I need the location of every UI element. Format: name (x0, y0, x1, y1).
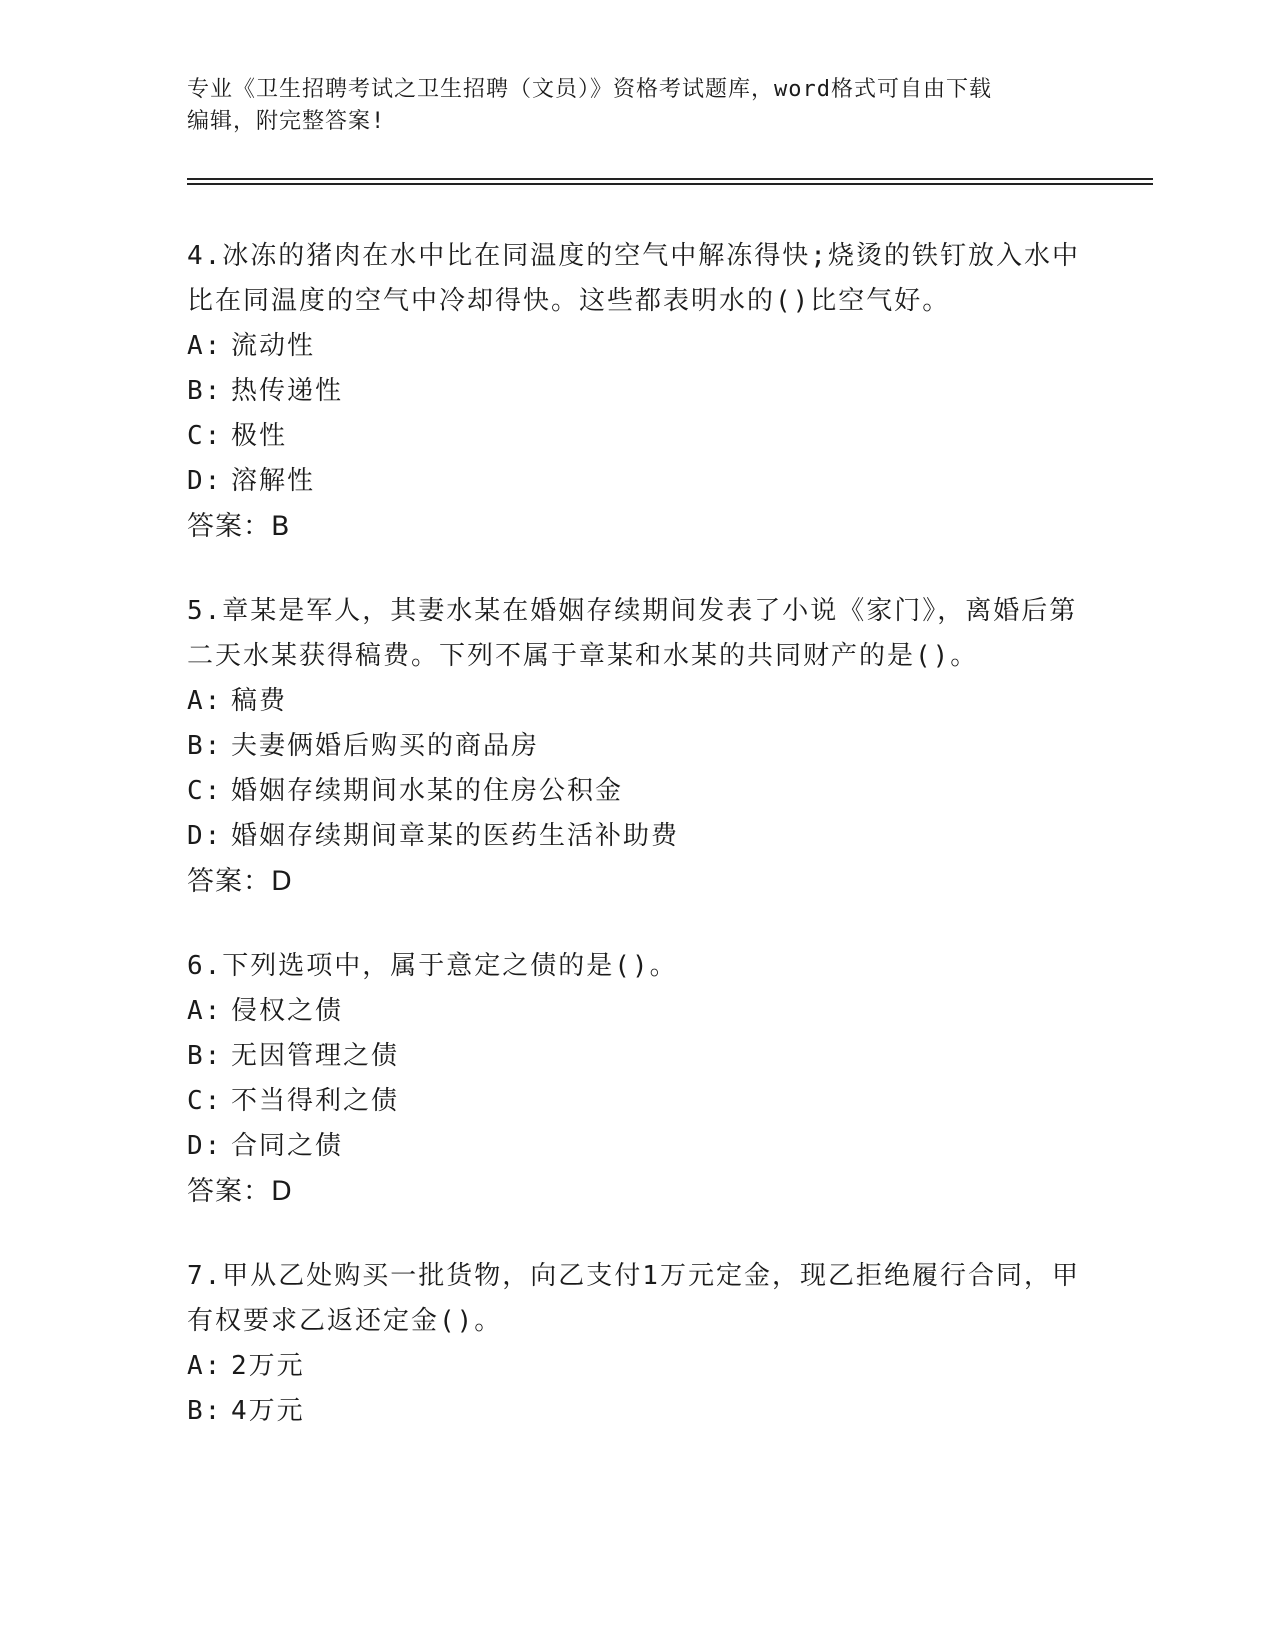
answer-line: 答案：D (187, 866, 293, 897)
option-c (187, 769, 1087, 814)
question-text: 5.章某是军人，其妻水某在婚姻存续期间发表了小说《家门》，离婚后第二天水某获得稿费。下列不属于章某和水某的共同财产的是()。 (187, 596, 1078, 671)
option-text: 不当得利之债 (231, 1086, 400, 1116)
document-header (187, 74, 1087, 138)
option-d (187, 1124, 1087, 1169)
option-letter: B: (187, 1041, 223, 1071)
option-text: 热传递性 (231, 376, 344, 406)
option-letter: C: (187, 776, 223, 806)
option-text: 稿费 (231, 686, 288, 716)
option-letter: C: (187, 421, 223, 451)
option-b (187, 1389, 1087, 1434)
option-text: 婚姻存续期间水某的住房公积金 (231, 776, 624, 806)
option-letter: D: (187, 821, 223, 851)
option-text: 溶解性 (231, 466, 316, 496)
answer-line: 答案：B (187, 511, 291, 542)
option-text: 合同之债 (231, 1131, 344, 1161)
option-b (187, 1034, 1087, 1079)
header-divider-bottom (187, 183, 1153, 185)
option-text: 侵权之债 (231, 996, 344, 1026)
question-item (187, 234, 1087, 549)
header-divider-top (187, 178, 1153, 180)
header-line-2: 编辑，附完整答案! (187, 109, 386, 134)
option-letter: B: (187, 376, 223, 406)
option-b (187, 724, 1087, 769)
option-c (187, 1079, 1087, 1124)
question-text: 4.冰冻的猪肉在水中比在同温度的空气中解冻得快;烧烫的铁钉放入水中比在同温度的空气中冷却得快。这些都表明水的()比空气好。 (187, 241, 1080, 316)
header-line-1: 专业《卫生招聘考试之卫生招聘（文员）》资格考试题库，word格式可自由下载 (187, 77, 992, 102)
question-text: 6.下列选项中，属于意定之债的是()。 (187, 951, 678, 981)
option-letter: B: (187, 1396, 223, 1426)
question-item (187, 944, 1087, 1214)
option-text: 4万元 (231, 1396, 305, 1426)
option-c (187, 414, 1087, 459)
option-letter: A: (187, 331, 223, 361)
option-letter: D: (187, 1131, 223, 1161)
option-d (187, 459, 1087, 504)
option-a (187, 679, 1087, 724)
option-text: 流动性 (231, 331, 316, 361)
option-text: 2万元 (231, 1351, 305, 1381)
option-a (187, 324, 1087, 369)
question-item (187, 589, 1087, 904)
option-letter: A: (187, 1351, 223, 1381)
option-d (187, 814, 1087, 859)
option-text: 极性 (231, 421, 288, 451)
option-letter: B: (187, 731, 223, 761)
answer-line: 答案：D (187, 1176, 293, 1207)
option-text: 无因管理之债 (231, 1041, 400, 1071)
option-text: 婚姻存续期间章某的医药生活补助费 (231, 821, 680, 851)
question-item (187, 1254, 1087, 1434)
option-letter: D: (187, 466, 223, 496)
option-letter: A: (187, 996, 223, 1026)
option-b (187, 369, 1087, 414)
option-a (187, 1344, 1087, 1389)
question-list (187, 234, 1087, 1474)
option-letter: A: (187, 686, 223, 716)
option-a (187, 989, 1087, 1034)
option-letter: C: (187, 1086, 223, 1116)
question-text: 7.甲从乙处购买一批货物，向乙支付1万元定金，现乙拒绝履行合同，甲有权要求乙返还定金()。 (187, 1261, 1080, 1336)
option-text: 夫妻俩婚后购买的商品房 (231, 731, 540, 761)
